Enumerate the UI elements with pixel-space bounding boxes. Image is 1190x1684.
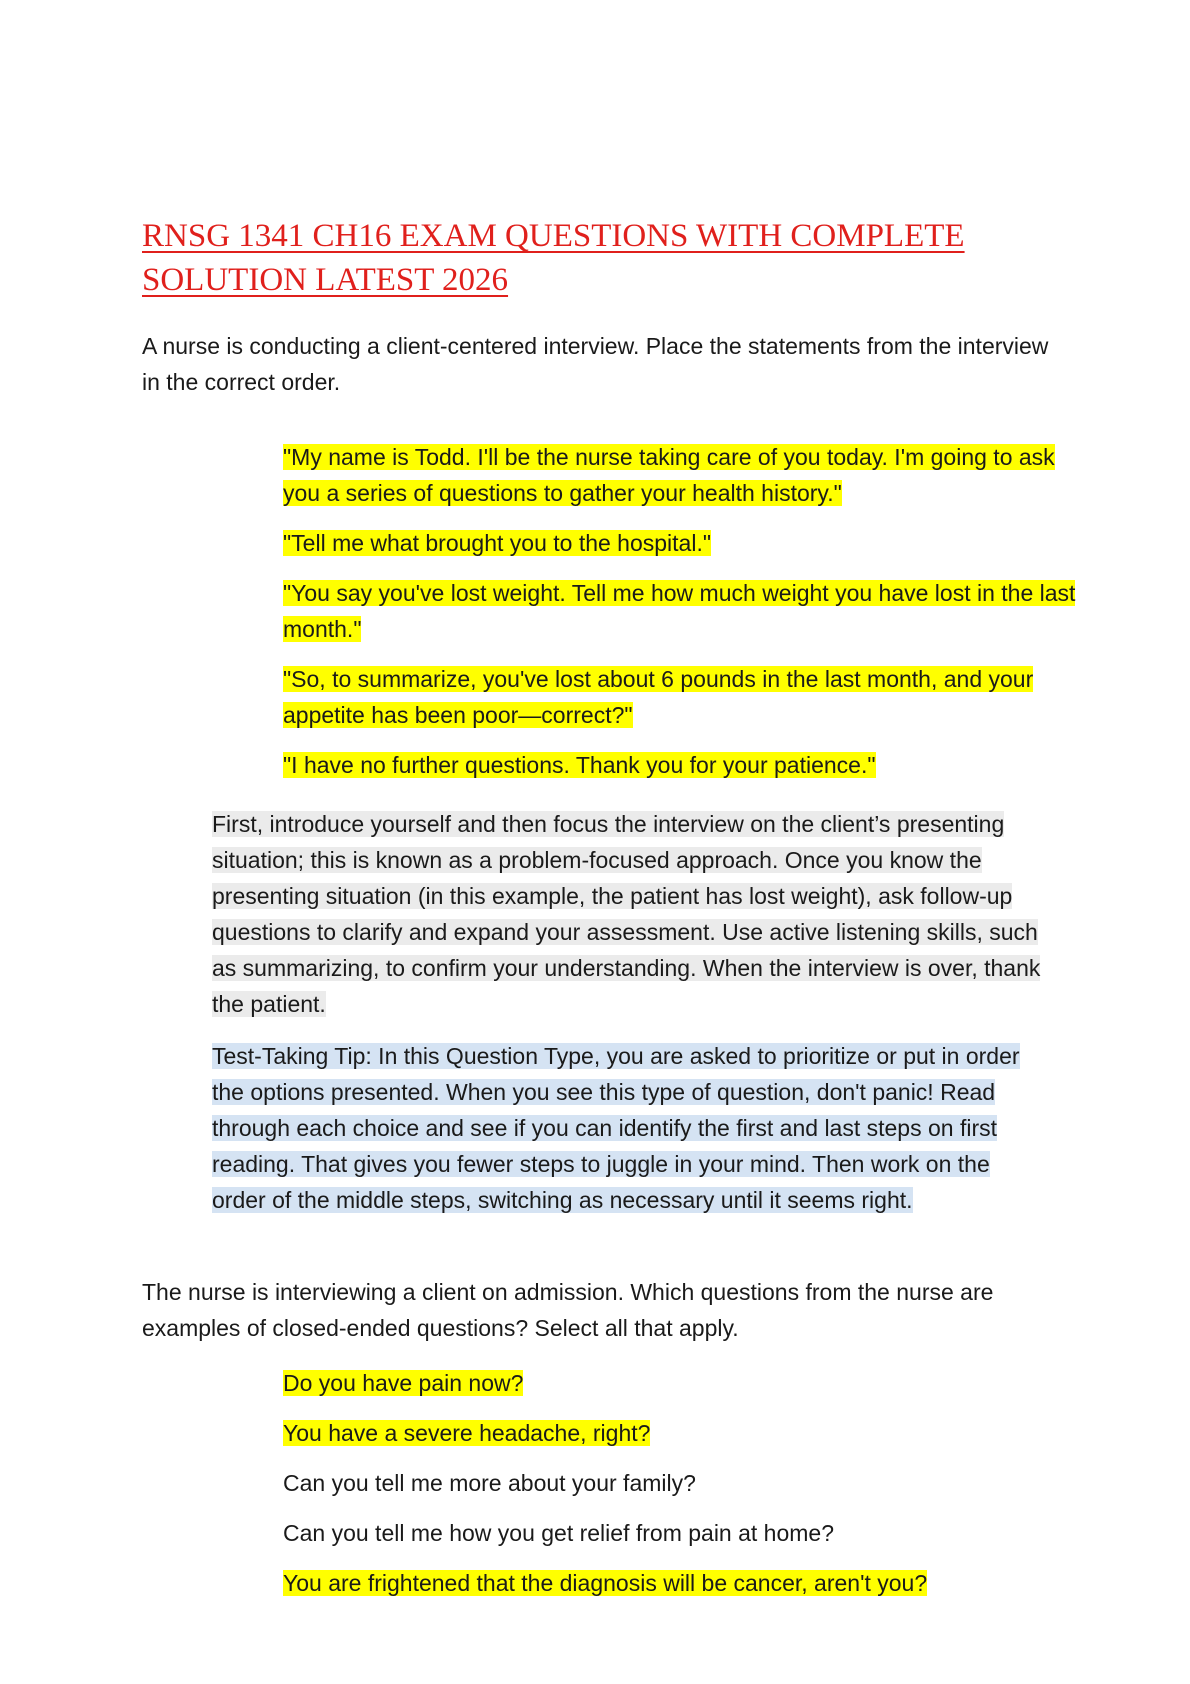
question-1-options [283, 439, 1083, 783]
question-1-option-3 [283, 575, 1083, 647]
option-text: Can you tell me how you get relief from pain at home? [283, 1520, 835, 1546]
answer-highlight: You have a severe headache, right? [283, 1420, 651, 1446]
question-1-test-taking-tip [212, 1038, 1042, 1218]
answer-highlight: "I have no further questions. Thank you for your patience." [283, 752, 876, 778]
tip-text: Test-Taking Tip: In this Question Type, you are asked to prioritize or put in order the options presented. When you see this type of question, don't panic! Read through each choice and see if you can identify the first and last steps on first reading. That gives you fewer steps to juggle in your mind. Then work on the order of the middle steps, switching as necessary until it seems right. [212, 1043, 1020, 1213]
question-2-option-3 [283, 1465, 1083, 1501]
question-1-rationale [212, 806, 1042, 1022]
rationale-text: First, introduce yourself and then focus the interview on the client’s presenting situation; this is known as a problem-focused approach. Once you know the presenting situation (in this example, the patient has lost weight), ask follow-up questions to clarify and expand your assessment. Use active listening skills, such as summarizing, to confirm your understanding. When the interview is over, thank the patient. [212, 811, 1041, 1017]
answer-highlight: "My name is Todd. I'll be the nurse taking care of you today. I'm going to ask you a series of questions to gather your health history." [283, 444, 1055, 506]
answer-highlight: Do you have pain now? [283, 1370, 524, 1396]
question-1-stem: A nurse is conducting a client-centered interview. Place the statements from the interview in the correct order. [142, 333, 1049, 395]
document-title-text: RNSG 1341 CH16 EXAM QUESTIONS WITH COMPLETE SOLUTION LATEST 2026 [142, 218, 965, 298]
question-2-stem: The nurse is interviewing a client on admission. Which questions from the nurse are examples of closed-ended questions? Select all that apply. [142, 1279, 994, 1341]
question-2-option-2 [283, 1415, 1083, 1451]
question-2-option-5 [283, 1565, 1083, 1601]
option-text: Can you tell me more about your family? [283, 1470, 696, 1496]
question-1-option-5 [283, 747, 1083, 783]
answer-highlight: "So, to summarize, you've lost about 6 pounds in the last month, and your appetite has been poor—correct?" [283, 666, 1034, 728]
document-title [142, 214, 1042, 302]
answer-highlight: You are frightened that the diagnosis will be cancer, aren't you? [283, 1570, 928, 1596]
question-2-options [283, 1365, 1083, 1601]
answer-highlight: "You say you've lost weight. Tell me how much weight you have lost in the last month." [283, 580, 1076, 642]
question-1-option-4 [283, 661, 1083, 733]
question-2-option-1 [283, 1365, 1083, 1401]
answer-highlight: "Tell me what brought you to the hospital." [283, 530, 712, 556]
question-2-option-4 [283, 1515, 1083, 1551]
question-1-option-2 [283, 525, 1083, 561]
question-1-option-1 [283, 439, 1083, 511]
